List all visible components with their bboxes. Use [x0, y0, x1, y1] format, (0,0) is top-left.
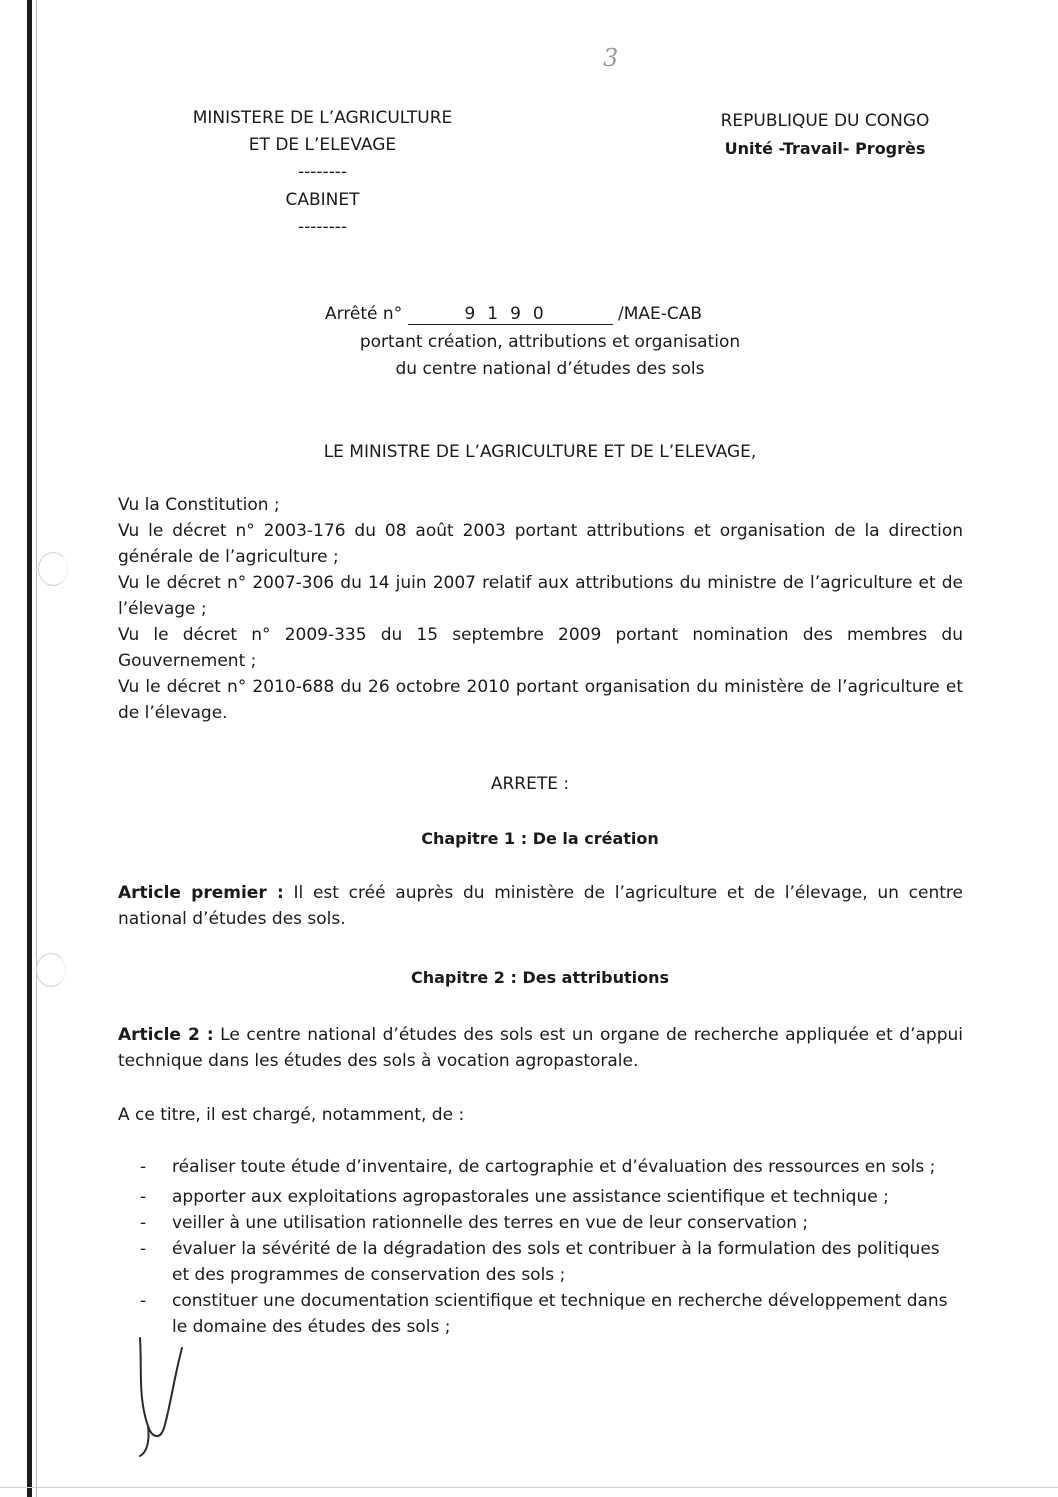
chapter-2-heading: Chapitre 2 : Des attributions: [410, 968, 670, 987]
header-separator: --------: [297, 217, 348, 237]
bullet-dash: -: [140, 1187, 147, 1207]
visas-block: [118, 492, 963, 726]
punch-hole: [38, 552, 68, 586]
decree-number: 9190: [408, 304, 613, 325]
decree-number-line: [325, 302, 702, 326]
header-separator: --------: [297, 162, 348, 182]
minister-heading: LE MINISTRE DE L’AGRICULTURE ET DE L’ELEVAGE,: [323, 442, 757, 462]
decree-subject-line1: portant création, attributions et organisation: [359, 332, 741, 352]
visa-item: Vu la Constitution ;: [118, 495, 280, 515]
decree-prefix: Arrêté n°: [325, 304, 403, 324]
list-item: [140, 1184, 960, 1210]
list-item-text: évaluer la sévérité de la dégradation des sols et contribuer à la formulation des politiques et des programmes de conservation des sols ;: [172, 1239, 940, 1285]
ministry-name-line1: MINISTERE DE L’AGRICULTURE: [192, 108, 453, 128]
list-item-text: veiller à une utilisation rationnelle des terres en vue de leur conservation ;: [172, 1213, 809, 1233]
visa-item: Vu le décret n° 2007-306 du 14 juin 2007 relatif aux attributions du ministre de l’agriculture et de l’élevage ;: [118, 573, 963, 619]
article-1: [118, 880, 963, 932]
binding-edge: [27, 0, 32, 1497]
bullet-dash: -: [140, 1239, 147, 1259]
bullet-dash: -: [140, 1291, 147, 1311]
list-item-text: apporter aux exploitations agropastorales une assistance scientifique et technique ;: [172, 1187, 889, 1207]
list-item: [140, 1210, 960, 1236]
list-item: [140, 1288, 960, 1340]
national-motto: Unité -Travail- Progrès: [724, 139, 926, 158]
page-bottom-edge: [0, 1487, 1058, 1488]
decree-subject-line2: du centre national d’études des sols: [395, 359, 705, 379]
chapter-1-heading: Chapitre 1 : De la création: [421, 829, 659, 848]
article-2-text: Le centre national d’études des sols est un organe de recherche appliquée et d’appui technique dans les études des sols à vocation agropastorale.: [118, 1025, 963, 1071]
decree-suffix: /MAE-CAB: [618, 304, 703, 324]
duties-list: [140, 1154, 960, 1340]
list-item: [140, 1154, 960, 1180]
binding-edge-shadow: [36, 0, 37, 1497]
duties-intro: A ce titre, il est chargé, notamment, de :: [118, 1105, 465, 1125]
article-1-text: Il est créé auprès du ministère de l’agriculture et de l’élevage, un centre national d’études des sols.: [118, 883, 963, 929]
ministry-name-line2: ET DE L’ELEVAGE: [248, 135, 397, 155]
article-1-label: Article premier :: [118, 883, 284, 903]
cabinet-label: CABINET: [285, 190, 360, 210]
list-item-text: réaliser toute étude d’inventaire, de cartographie et d’évaluation des ressources en sols ;: [172, 1157, 936, 1177]
republic-name: REPUBLIQUE DU CONGO: [720, 111, 930, 131]
handwritten-page-number: 3: [603, 44, 619, 72]
bullet-dash: -: [140, 1213, 147, 1233]
list-item: [140, 1236, 960, 1288]
visa-item: Vu le décret n° 2003-176 du 08 août 2003 portant attributions et organisation de la direction générale de l’agriculture ;: [118, 521, 963, 567]
article-2-label: Article 2 :: [118, 1025, 214, 1045]
bullet-dash: -: [140, 1157, 147, 1177]
list-item-text: constituer une documentation scientifique et technique en recherche développement dans le domaine des études des sols ;: [172, 1291, 948, 1337]
visa-item: Vu le décret n° 2010-688 du 26 octobre 2010 portant organisation du ministère de l’agriculture et de l’élevage.: [118, 677, 963, 723]
punch-hole: [36, 953, 66, 987]
visa-item: Vu le décret n° 2009-335 du 15 septembre 2009 portant nomination des membres du Gouvernement ;: [118, 625, 963, 671]
article-2: [118, 1022, 963, 1074]
arrete-heading: ARRETE :: [490, 774, 570, 794]
handwritten-initials: [130, 1318, 190, 1458]
